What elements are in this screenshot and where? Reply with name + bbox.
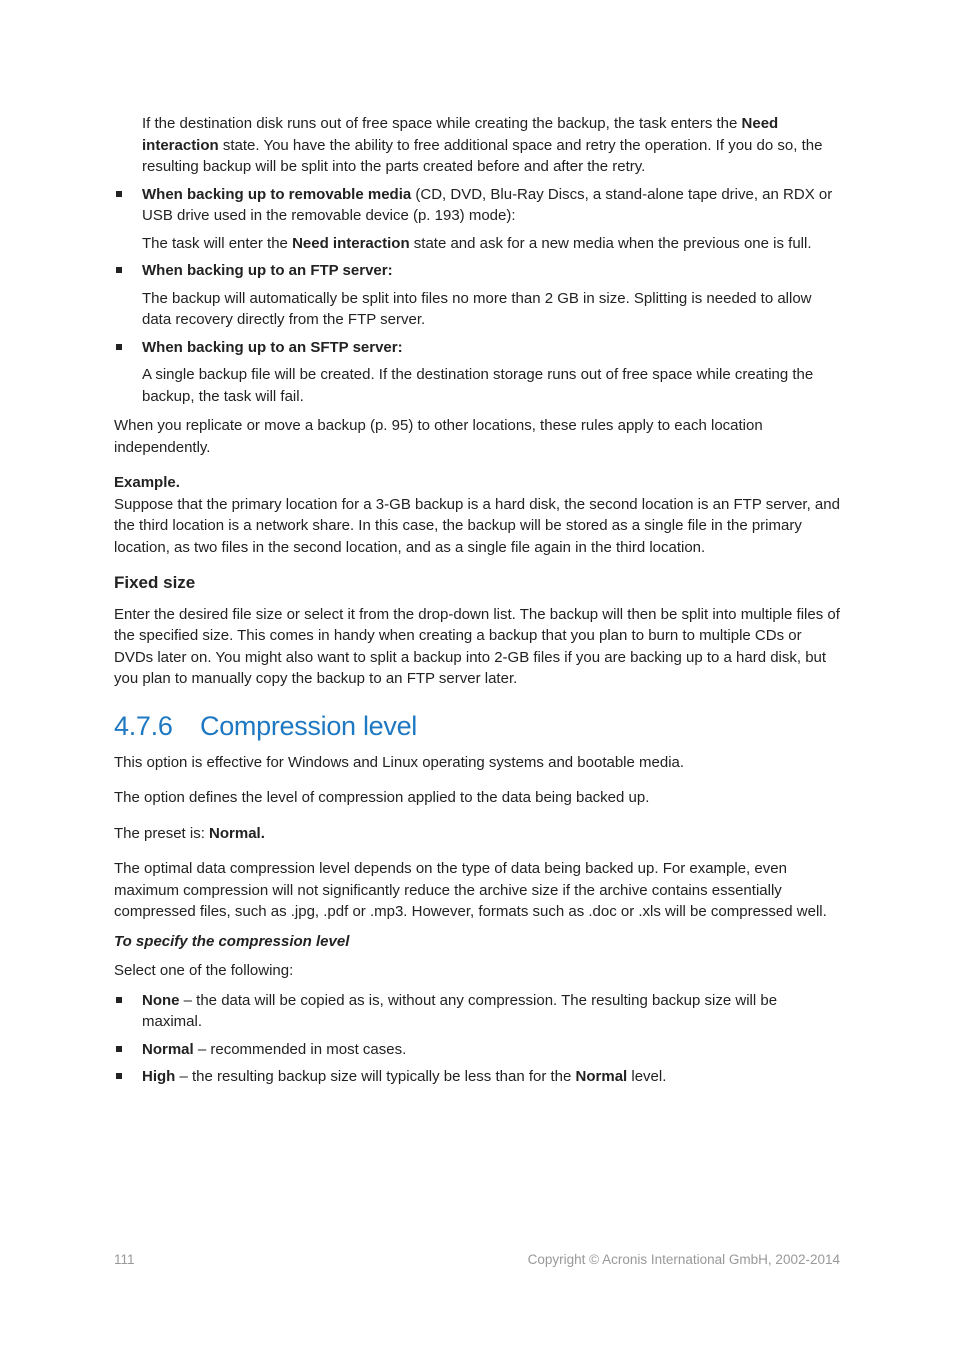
list-item-sftp-server: When backing up to an SFTP server:: [114, 337, 840, 359]
section-paragraph-2: The option defines the level of compression applied to the data being backed up.: [114, 789, 650, 806]
page-content: [114, 113, 840, 1094]
example-text: Suppose that the primary location for a 3-GB backup is a hard disk, the second location is an FTP server, and the third location is a network share. In this case, the backup will be stored as a single file in the primary location, as two files in the second location, and as a single file again in the third location.: [114, 495, 840, 556]
list-item-normal: Normal – recommended in most cases.: [114, 1039, 840, 1061]
list-item-ftp-server: When backing up to an FTP server:: [114, 260, 840, 282]
list-item-none: None – the data will be copied as is, without any compression. The resulting backup size will be maximal.: [114, 990, 840, 1033]
sftp-server-body: A single backup file will be created. If the destination storage runs out of free space while creating the backup, the task will fail.: [142, 366, 814, 405]
procedure-heading: To specify the compression level: [114, 932, 350, 950]
list-item-removable-media: When backing up to removable media (CD, DVD, Blu-Ray Discs, a stand-alone tape drive, an RDX or USB drive used in the removable device (p. 193) mode):: [114, 184, 840, 227]
fixed-size-heading: Fixed size: [114, 573, 196, 592]
removable-media-body: The task will enter the Need interaction state and ask for a new media when the previous one is full.: [142, 234, 812, 252]
ftp-server-body: The backup will automatically be split into files no more than 2 GB in size. Splitting is needed to allow data recovery directly from the FTP server.: [142, 289, 812, 328]
list-item-high: High – the resulting backup size will typically be less than for the Normal level.: [114, 1066, 840, 1088]
fixed-size-text: Enter the desired file size or select it from the drop-down list. The backup will then be split into multiple files of the specified size. This comes in handy when creating a backup that you plan to burn to multiple CDs or DVDs later on. You might also want to split a backup into 2-GB files if you are backing up to a hard disk, but you plan to manually copy the backup to an FTP server later.: [114, 605, 840, 687]
destination-disk-paragraph: If the destination disk runs out of free space while creating the backup, the task enters the Need interaction state. You have the ability to free additional space and retry the operation. If you do so, the resulting backup will be split into the parts created before and after the retry.: [142, 115, 823, 175]
section-heading: [114, 710, 840, 742]
page-number: 111: [114, 1252, 135, 1267]
select-text: Select one of the following:: [114, 962, 294, 979]
section-title: Compression level: [200, 710, 417, 741]
example-label: Example.: [114, 474, 180, 491]
copyright-notice: Copyright © Acronis International GmbH, 2002-2014: [527, 1252, 840, 1267]
section-paragraph-4: The optimal data compression level depends on the type of data being backed up. For example, even maximum compression will not significantly reduce the archive size if the archive contains essentially compressed files, such as .jpg, .pdf or .mp3. However, formats such as .doc or .xls will be compressed well.: [114, 860, 827, 920]
replicate-paragraph: When you replicate or move a backup (p. 95) to other locations, these rules apply to each location independently.: [114, 417, 763, 456]
section-number: 4.7.6: [114, 710, 173, 741]
section-paragraph-1: This option is effective for Windows and Linux operating systems and bootable media.: [114, 753, 685, 771]
preset-paragraph: The preset is: Normal.: [114, 824, 265, 842]
